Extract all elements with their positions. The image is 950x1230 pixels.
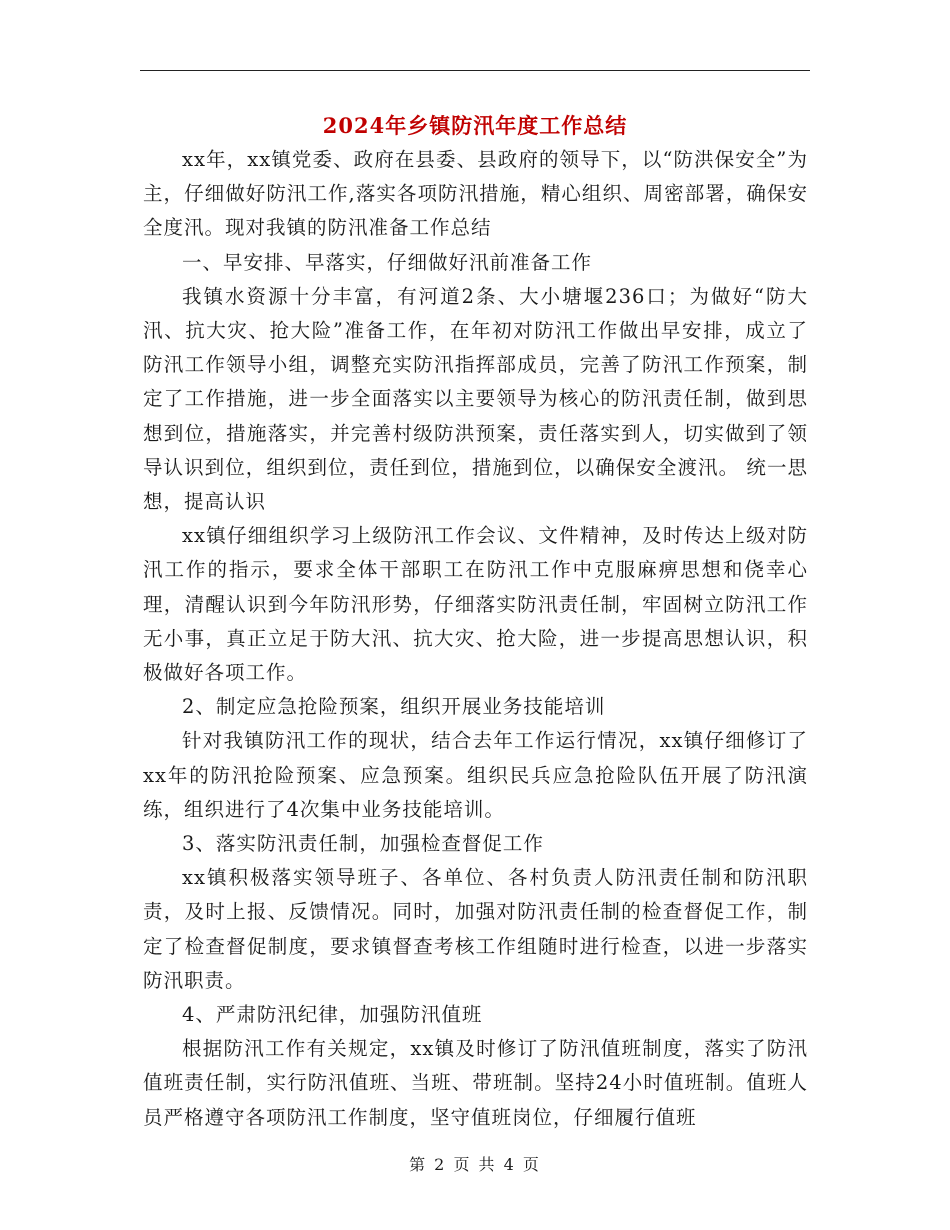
paragraph: 针对我镇防汛工作的现状，结合去年工作运行情况，xx镇仔细修订了xx年的防汛抢险预案、应急预案。组织民兵应急抢险队伍开展了防汛演练，组织进行了4次集中业务技能培训。 xyxy=(143,729,808,821)
paragraph: xx镇积极落实领导班子、各单位、各村负责人防汛责任制和防汛职责，及时上报、反馈情况。同时，加强对防汛责任制的检查督促工作，制定了检查督促制度，要求镇督查考核工作组随时进行检查，以进一步落实防汛职责。 xyxy=(143,866,808,992)
section-heading: 一、早安排、早落实，仔细做好汛前准备工作 xyxy=(182,250,593,274)
page-number-footer: 第 2 页 共 4 页 xyxy=(409,1155,541,1174)
document-body xyxy=(143,143,808,1135)
section-heading: 3、落实防汛责任制，加强检查督促工作 xyxy=(182,832,544,856)
paragraph: xx年，xx镇党委、政府在县委、县政府的领导下，以“防洪保安全”为主，仔细做好防汛工作,落实各项防汛措施，精心组织、周密部署，确保安全度汛。现对我镇的防汛准备工作总结 xyxy=(143,148,808,240)
document-title: 2024年乡镇防汛年度工作总结 xyxy=(322,113,628,138)
paragraph: xx镇仔细组织学习上级防汛工作会议、文件精神，及时传达上级对防汛工作的指示，要求全体干部职工在防汛工作中克服麻痹思想和侥幸心理，清醒认识到今年防汛形势，仔细落实防汛责任制，牢固树立防汛工作无小事，真正立足于防大汛、抗大灾、抢大险，进一步提高思想认识，积极做好各项工作。 xyxy=(143,524,808,685)
section-heading: 4、严肃防汛纪律，加强防汛值班 xyxy=(182,1003,483,1027)
paragraph: 我镇水资源十分丰富，有河道2条、大小塘堰236口；为做好“防大汛、抗大灾、抢大险”准备工作，在年初对防汛工作做出早安排，成立了防汛工作领导小组，调整充实防汛指挥部成员，完善了防汛工作预案，制定了工作措施，进一步全面落实以主要领导为核心的防汛责任制，做到思想到位，措施落实，并完善村级防洪预案，责任落实到人，切实做到了领导认识到位，组织到位，责任到位，措施到位，以确保安全渡汛。 统一思想，提高认识 xyxy=(143,284,808,514)
section-heading: 2、制定应急抢险预案，组织开展业务技能培训 xyxy=(182,695,606,719)
header-rule xyxy=(140,70,810,71)
paragraph: 根据防汛工作有关规定，xx镇及时修订了防汛值班制度，落实了防汛值班责任制，实行防汛值班、当班、带班制。坚持24小时值班制。值班人员严格遵守各项防汛工作制度，坚守值班岗位，仔细履行值班 xyxy=(143,1037,808,1129)
